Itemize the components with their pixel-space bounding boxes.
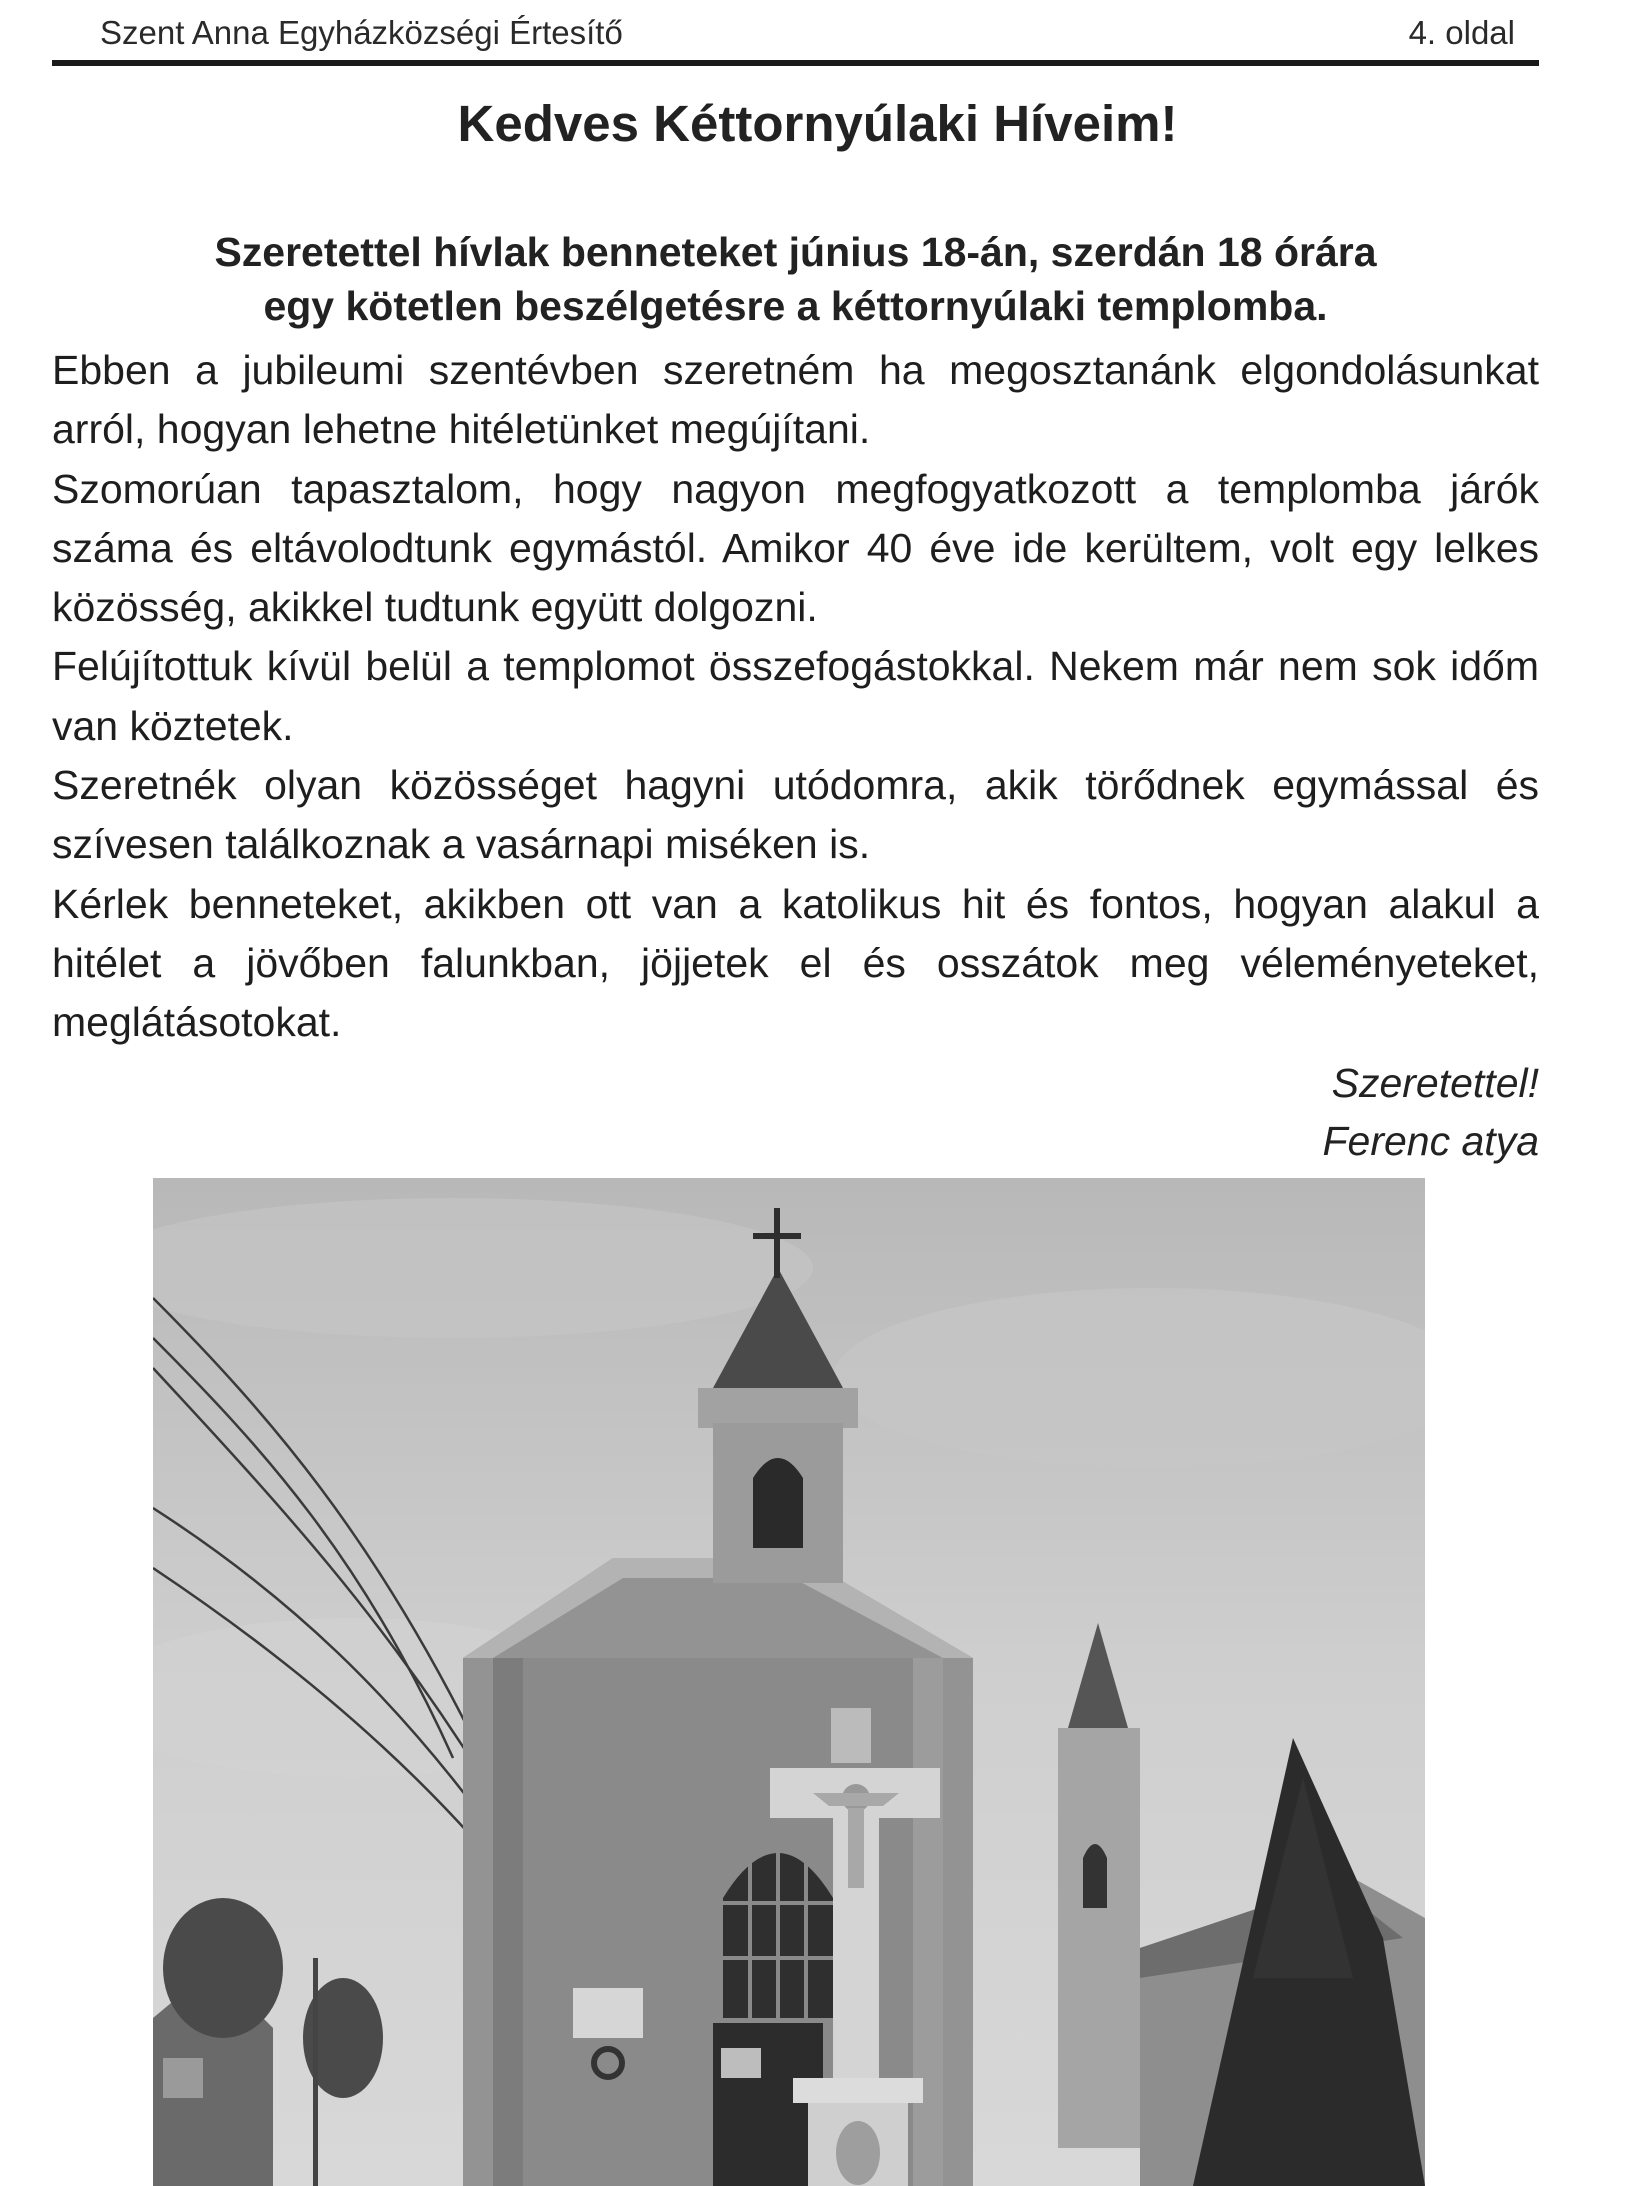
paragraph: Szeretnék olyan közösséget hagyni utódomra, akik törődnek egymással és szívesen találkoznak a vasárnapi miséken is. — [52, 762, 1539, 868]
signature: Ferenc atya — [1322, 1118, 1539, 1164]
page-header — [52, 0, 1539, 66]
church-photo — [153, 1178, 1425, 2186]
paragraph: Szomorúan tapasztalom, hogy nagyon megfogyatkozott a templomba járók száma és eltávolodtunk egymástól. Amikor 40 éve ide kerültem, volt egy lelkes közösség, akikkel tudtunk együtt dolgozni. — [52, 465, 1539, 631]
page-number: 4. oldal — [1408, 14, 1515, 51]
invitation-line: egy kötetlen beszélgetésre a kéttornyúlaki templomba. — [263, 283, 1328, 329]
invitation-line: Szeretettel hívlak benneteket június 18-án, szerdán 18 órára — [214, 229, 1377, 275]
paragraph: Felújítottuk kívül belül a templomot összefogástokkal. Nekem már nem sok időm van köztetek. — [52, 643, 1539, 749]
paragraph: Ebben a jubileumi szentévben szeretném ha megosztanánk elgondolásunkat arról, hogyan lehetne hitéletünket megújítani. — [52, 347, 1539, 453]
letter-title: Kedves Kéttornyúlaki Híveim! — [457, 95, 1178, 152]
invitation — [52, 225, 1539, 333]
letter-body — [52, 341, 1539, 1053]
closing: Szeretettel! — [1331, 1060, 1539, 1106]
publication-name: Szent Anna Egyházközségi Értesítő — [100, 14, 623, 51]
paragraph: Kérlek benneteket, akikben ott van a katolikus hit és fontos, hogyan alakul a hitélet a jövőben falunkban, jöjjetek el és osszátok meg véleményeteket, meglátásotokat. — [52, 880, 1539, 1046]
